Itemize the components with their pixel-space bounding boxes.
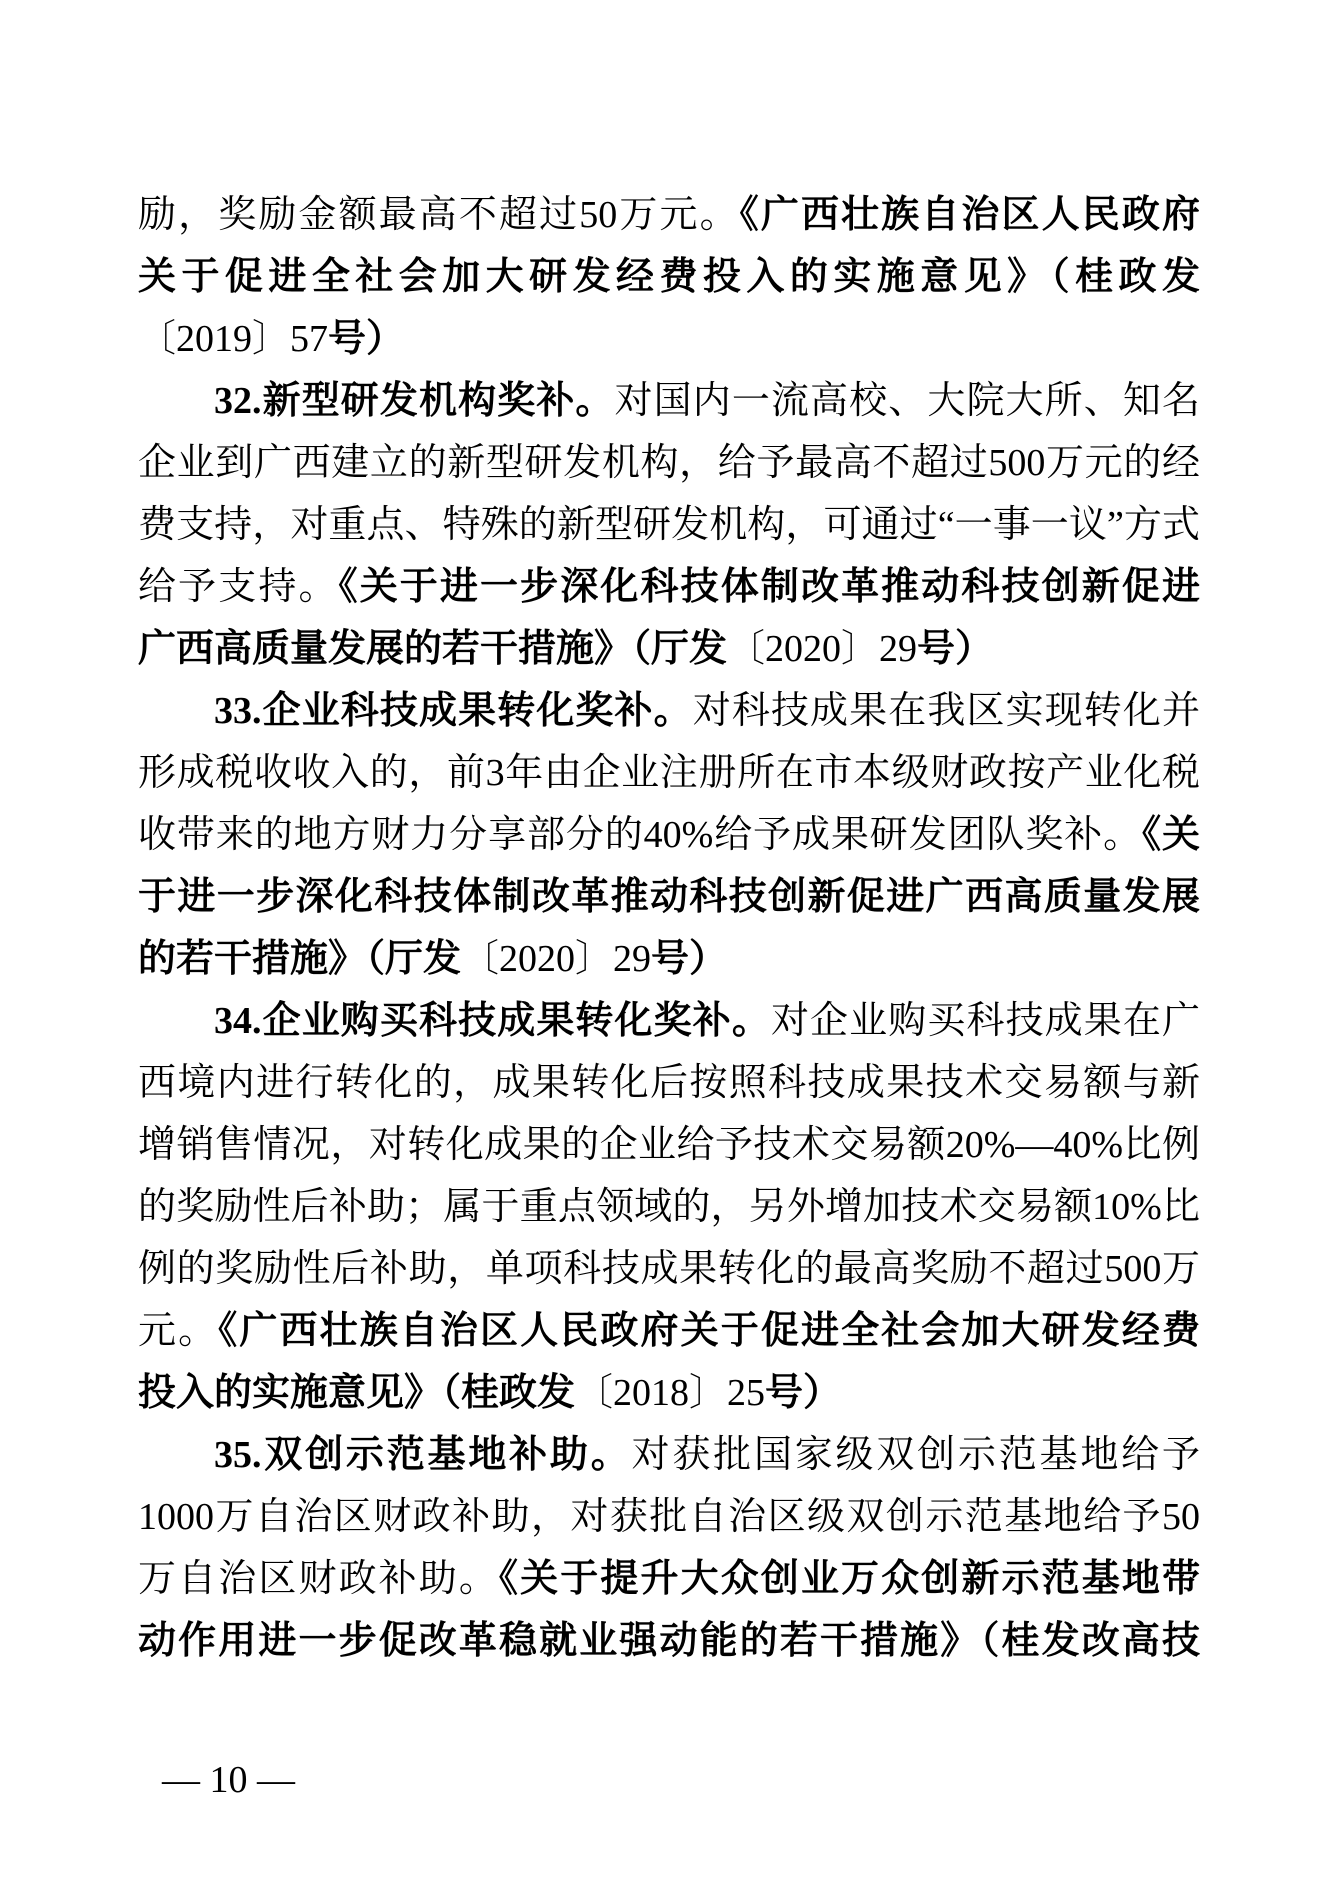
- body-text-segment: 对获批国家级双创示范基地给予: [631, 1434, 1200, 1476]
- citation-segment: 投入的实施意见》（桂政发: [138, 1372, 576, 1414]
- text-block: [138, 184, 1200, 1672]
- citation-segment: 广西高质量发展的若干措施》（厅发: [138, 628, 728, 670]
- body-text-segment: 形成税收收入的，前3年由企业注册所在市本级财政按产业化税: [138, 752, 1200, 794]
- text-line: [138, 1548, 1200, 1610]
- body-text-segment: 元。: [138, 1310, 219, 1352]
- text-line: [138, 680, 1200, 742]
- item-number: 34.: [214, 1000, 262, 1042]
- text-line: [138, 1486, 1200, 1548]
- text-line: [138, 990, 1200, 1052]
- text-line: [138, 1114, 1200, 1176]
- text-line: [138, 432, 1200, 494]
- citation-segment: 动作用进一步促改革稳就业强动能的若干措施》（桂发改高技: [138, 1620, 1200, 1662]
- citation-segment: 号）: [917, 628, 994, 670]
- body-text-segment: 费支持，对重点、特殊的新型研发机构，可通过“一事一议”方式: [138, 504, 1200, 546]
- text-line: [138, 618, 1200, 680]
- item-number: 32.: [214, 380, 262, 422]
- citation-segment: 关于促进全社会加大研发经费投入的实施意见》（桂政发: [138, 256, 1200, 298]
- body-text-segment: 1000万自治区财政补助，对获批自治区级双创示范基地给予50: [138, 1496, 1200, 1538]
- text-line: [138, 928, 1200, 990]
- text-line: [138, 246, 1200, 308]
- citation-segment: 的若干措施》（厅发: [138, 938, 462, 980]
- text-line: [138, 556, 1200, 618]
- item-title: 企业购买科技成果转化奖补。: [261, 1000, 771, 1042]
- citation-segment: 《关于进一步深化科技体制改革推动科技创新促进: [338, 566, 1200, 608]
- text-line: [138, 742, 1200, 804]
- citation-segment: 号）: [328, 318, 405, 360]
- citation-segment: 号）: [765, 1372, 842, 1414]
- item-number: 33.: [214, 690, 262, 732]
- text-line: [138, 1424, 1200, 1486]
- item-title: 双创示范基地补助。: [261, 1434, 632, 1476]
- body-text-segment: 对企业购买科技成果在广: [770, 1000, 1200, 1042]
- text-line: [138, 308, 1200, 370]
- citation-segment: 号）: [651, 938, 728, 980]
- citation-number-segment: 〔2020〕29: [461, 938, 652, 980]
- citation-segment: 《关: [1142, 814, 1200, 856]
- text-line: [138, 1052, 1200, 1114]
- text-line: [138, 1238, 1200, 1300]
- body-text-segment: 励，奖励金额最高不超过50万元。: [138, 194, 740, 236]
- citation-number-segment: 〔2018〕25: [575, 1372, 766, 1414]
- body-text-segment: 的奖励性后补助；属于重点领域的，另外增加技术交易额10%比: [138, 1186, 1200, 1228]
- citation-number-segment: 〔2020〕29: [727, 628, 918, 670]
- citation-segment: 于进一步深化科技体制改革推动科技创新促进广西高质量发展: [138, 876, 1200, 918]
- text-line: [138, 1300, 1200, 1362]
- item-number: 35.: [214, 1434, 262, 1476]
- text-line: [138, 494, 1200, 556]
- text-line: [138, 866, 1200, 928]
- text-line: [138, 1610, 1200, 1672]
- citation-segment: 《广西壮族自治区人民政府: [739, 194, 1200, 236]
- body-text-segment: 万自治区财政补助。: [138, 1558, 500, 1600]
- body-text-segment: 对科技成果在我区实现转化并: [692, 690, 1200, 732]
- text-line: [138, 184, 1200, 246]
- body-text-segment: 增销售情况，对转化成果的企业给予技术交易额20%—40%比例: [138, 1124, 1200, 1166]
- body-text-segment: 收带来的地方财力分享部分的40%给予成果研发团队奖补。: [138, 814, 1143, 856]
- text-line: [138, 370, 1200, 432]
- item-title: 新型研发机构奖补。: [261, 380, 615, 422]
- citation-number-segment: 〔2019〕57: [138, 318, 329, 360]
- body-text-segment: 企业到广西建立的新型研发机构，给予最高不超过500万元的经: [138, 442, 1200, 484]
- body-text-segment: 对国内一流高校、大院大所、知名: [614, 380, 1200, 422]
- text-line: [138, 804, 1200, 866]
- text-line: [138, 1176, 1200, 1238]
- citation-segment: 《广西壮族自治区人民政府关于促进全社会加大研发经费: [218, 1310, 1200, 1352]
- body-text-segment: 例的奖励性后补助，单项科技成果转化的最高奖励不超过500万: [138, 1248, 1200, 1290]
- body-text-segment: 西境内进行转化的，成果转化后按照科技成果技术交易额与新: [138, 1062, 1200, 1104]
- item-title: 企业科技成果转化奖补。: [261, 690, 693, 732]
- citation-segment: 《关于提升大众创业万众创新示范基地带: [499, 1558, 1200, 1600]
- body-text-segment: 给予支持。: [138, 566, 339, 608]
- page-number: — 10 —: [162, 1759, 295, 1801]
- text-line: [138, 1362, 1200, 1424]
